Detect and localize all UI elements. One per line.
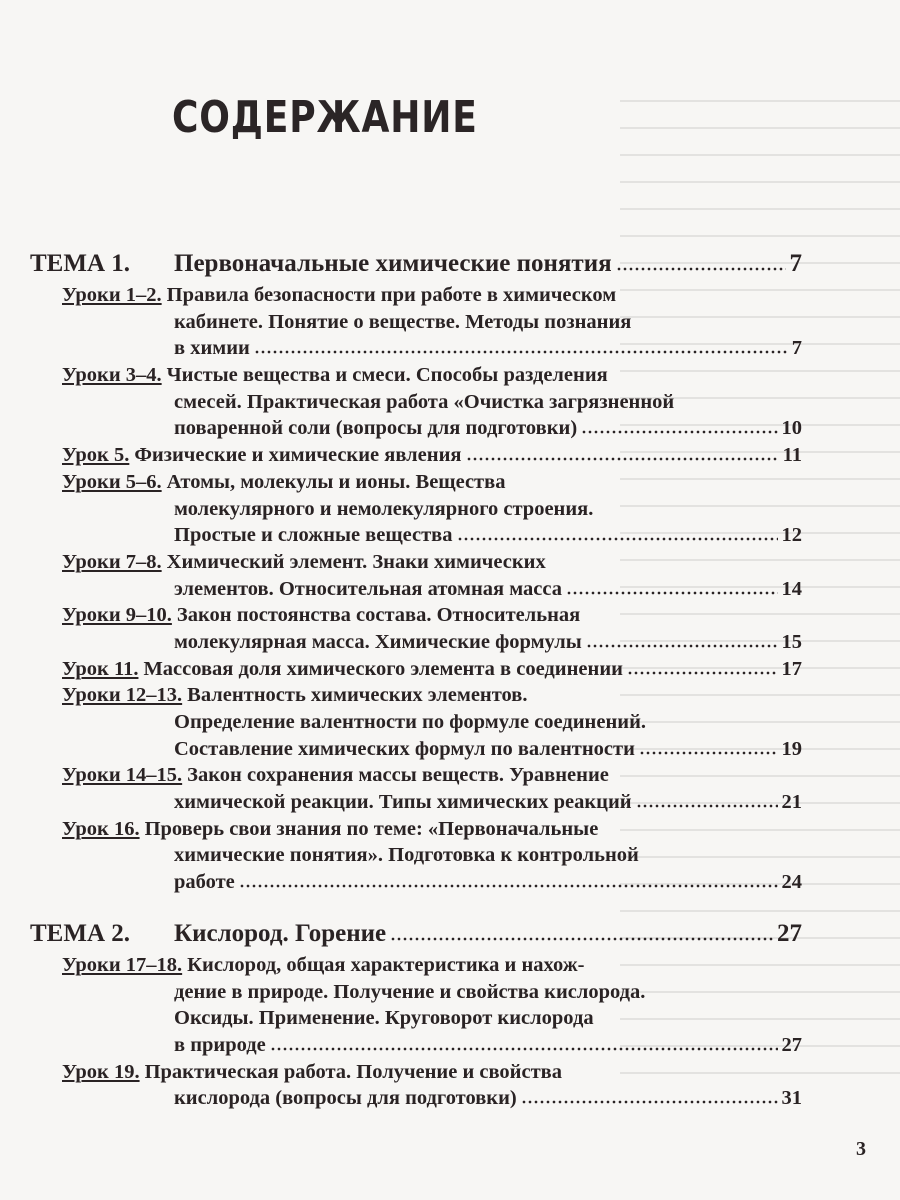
- toc-entry: [30, 471, 802, 551]
- entry-page: 10: [781, 417, 802, 440]
- entry-text: Составление химических формул по валентности: [174, 737, 635, 760]
- entry-page: 14: [781, 577, 802, 600]
- entry-line: [30, 604, 802, 631]
- lesson-label: Уроки 14–15.: [62, 764, 183, 787]
- entry-page: 15: [781, 630, 802, 653]
- entry-text: в химии: [174, 337, 250, 360]
- entry-text: дение в природе. Получение и свойства кислорода.: [174, 980, 646, 1003]
- theme-number: ТЕМА 1.: [30, 250, 130, 277]
- entry-line: [30, 954, 802, 981]
- entry-line: [30, 1007, 802, 1034]
- entry-page: 19: [781, 737, 802, 760]
- entry-line: [30, 337, 802, 364]
- toc-entry: [30, 364, 802, 444]
- toc-entry: [30, 1061, 802, 1114]
- entry-text: Закон сохранения массы веществ. Уравнение: [187, 764, 609, 787]
- entry-text: поваренной соли (вопросы для подготовки): [174, 417, 578, 440]
- entry-text: химические понятия». Подготовка к контрольной: [174, 844, 639, 867]
- toc-entry: [30, 954, 802, 1061]
- dot-leader: [390, 937, 773, 941]
- entry-page: 12: [781, 524, 802, 547]
- entry-text: Закон постоянства состава. Относительная: [176, 604, 581, 627]
- entry-line: [30, 578, 802, 605]
- entry-text: Практическая работа. Получение и свойства: [144, 1060, 562, 1083]
- lesson-label: Уроки 1–2.: [62, 284, 162, 306]
- entry-text: Массовая доля химического элемента в соединении: [143, 657, 623, 680]
- entry-page: 7: [791, 337, 802, 360]
- entry-page: 31: [781, 1087, 802, 1110]
- entry-text: Чистые вещества и смеси. Способы разделения: [166, 364, 608, 387]
- entry-line: [30, 764, 802, 791]
- table-of-contents: [30, 250, 802, 1114]
- entry-text: Правила безопасности при работе в химическом: [166, 284, 617, 306]
- entry-line: [30, 284, 802, 311]
- entry-text: Кислород, общая характеристика и нахож-: [187, 953, 585, 976]
- entry-line: [30, 844, 802, 871]
- entry-line: [30, 738, 802, 765]
- lesson-label: Уроки 12–13.: [62, 684, 183, 707]
- lesson-label: Уроки 7–8.: [62, 550, 162, 573]
- dot-leader: [239, 884, 778, 888]
- dot-leader: [466, 457, 779, 461]
- entry-line: [30, 417, 802, 444]
- dot-leader: [254, 350, 788, 354]
- entry-page: 17: [781, 657, 802, 680]
- page-number: 3: [856, 1138, 866, 1160]
- entry-text: Простые и сложные вещества: [174, 524, 453, 547]
- entry-text: Проверь свои знания по теме: «Первоначальные: [144, 817, 599, 840]
- theme-heading: [30, 920, 802, 954]
- entry-text: Химический элемент. Знаки химических: [166, 550, 546, 573]
- entry-text: Определение валентности по формуле соединений.: [174, 711, 647, 733]
- entry-text: работе: [174, 871, 235, 894]
- entry-text: Атомы, молекулы и ионы. Вещества: [166, 470, 506, 493]
- dot-leader: [627, 671, 778, 675]
- toc-entry: [30, 818, 802, 898]
- entry-line: [30, 1061, 802, 1088]
- lesson-label: Урок 19.: [62, 1060, 140, 1083]
- entry-line: [30, 524, 802, 551]
- theme-name: Кислород. Горение: [174, 919, 387, 947]
- entry-page: 11: [782, 444, 802, 467]
- entry-line: [30, 1087, 802, 1114]
- entry-line: [30, 631, 802, 658]
- entry-text: молекулярного и немолекулярного строения.: [174, 497, 594, 520]
- entry-text: Оксиды. Применение. Круговорот кислорода: [174, 1007, 594, 1030]
- page-title: СОДЕРЖАНИЕ: [172, 92, 478, 143]
- theme-number: ТЕМА 2.: [30, 919, 130, 947]
- entry-line: [30, 471, 802, 498]
- dot-leader: [616, 267, 786, 271]
- theme-heading: [30, 250, 802, 284]
- entry-line: [30, 311, 802, 338]
- dot-leader: [457, 537, 778, 541]
- entry-text: смесей. Практическая работа «Очистка загрязненной: [174, 390, 675, 413]
- entry-line: [30, 1034, 802, 1061]
- lesson-label: Уроки 5–6.: [62, 470, 162, 493]
- entry-line: [30, 364, 802, 391]
- entry-text: кислорода (вопросы для подготовки): [174, 1087, 517, 1110]
- entry-text: кабинете. Понятие о веществе. Методы познания: [174, 310, 632, 333]
- dot-leader: [270, 1047, 778, 1051]
- entry-line: [30, 981, 802, 1008]
- entry-line: [30, 871, 802, 898]
- toc-entry: [30, 684, 802, 764]
- toc-entry: [30, 658, 802, 685]
- entry-text: Физические и химические явления: [134, 444, 462, 467]
- entry-line: [30, 551, 802, 578]
- theme-name: Первоначальные химические понятия: [174, 250, 612, 277]
- entry-text: Валентность химических элементов.: [187, 684, 528, 707]
- lesson-label: Уроки 3–4.: [62, 364, 162, 387]
- entry-text: молекулярная масса. Химические формулы: [174, 630, 582, 653]
- entry-line: [30, 791, 802, 818]
- toc-entry: [30, 551, 802, 604]
- entry-line: [30, 684, 802, 711]
- toc-entry: [30, 764, 802, 817]
- entry-text: химической реакции. Типы химических реакций: [174, 791, 632, 814]
- entry-text: в природе: [174, 1033, 266, 1056]
- entry-line: [30, 444, 802, 471]
- entry-page: 21: [781, 791, 802, 814]
- lesson-label: Уроки 17–18.: [62, 953, 183, 976]
- entry-line: [30, 711, 802, 738]
- lesson-label: Уроки 9–10.: [62, 604, 172, 627]
- lesson-label: Урок 5.: [62, 444, 130, 467]
- dot-leader: [566, 591, 778, 595]
- entry-text: элементов. Относительная атомная масса: [174, 577, 562, 600]
- toc-entry: [30, 284, 802, 364]
- lesson-label: Урок 16.: [62, 817, 140, 840]
- dot-leader: [636, 804, 778, 808]
- entry-page: 24: [781, 871, 802, 894]
- dot-leader: [586, 644, 778, 648]
- entry-line: [30, 658, 802, 685]
- theme-page: 27: [777, 919, 802, 947]
- toc-entry: [30, 604, 802, 657]
- entry-page: 27: [781, 1033, 802, 1056]
- dot-leader: [581, 430, 777, 434]
- toc-entry: [30, 444, 802, 471]
- dot-leader: [639, 751, 778, 755]
- dot-leader: [521, 1100, 778, 1104]
- entry-line: [30, 498, 802, 525]
- entry-line: [30, 391, 802, 418]
- entry-line: [30, 818, 802, 845]
- lesson-label: Урок 11.: [62, 657, 139, 680]
- theme-page: 7: [789, 250, 802, 277]
